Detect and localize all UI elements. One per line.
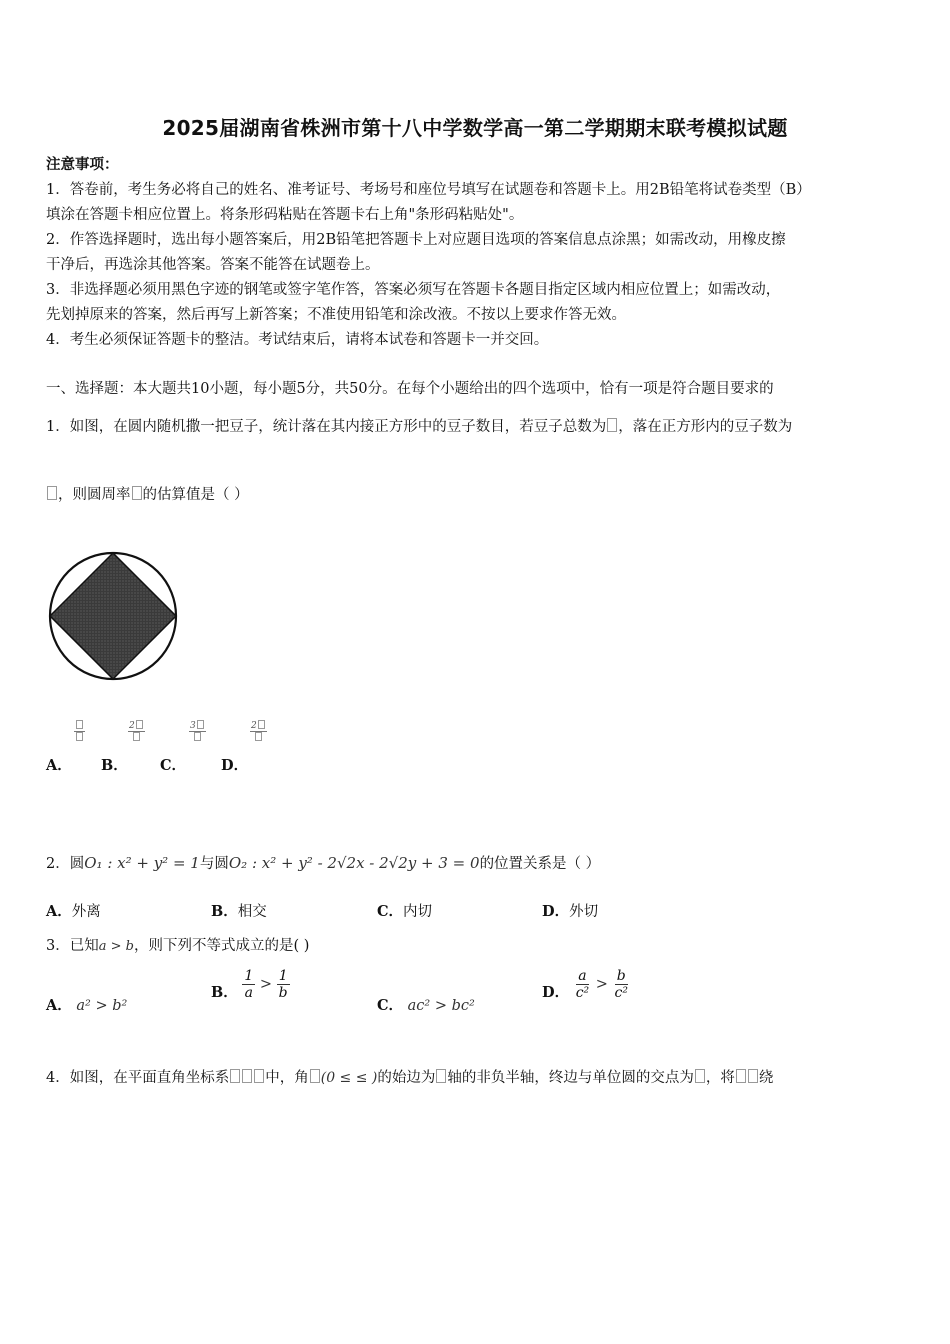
q1-text-d: 的估算值是（ ）	[142, 487, 249, 503]
placeholder-glyph	[607, 418, 617, 432]
fraction: $\frac{b}{\text{c²}}$	[614, 968, 628, 1001]
notice-header: 注意事项：	[46, 156, 119, 173]
q1-option-c-fraction: 3	[189, 732, 206, 755]
placeholder-glyph	[133, 732, 140, 741]
placeholder-glyph	[258, 720, 265, 729]
q2-option-a[interactable]: A．外离	[46, 903, 101, 920]
q1-text-b: ，落在正方形内的豆子数为	[618, 419, 793, 435]
q4-angle-range: (0 ≤ ≤ )	[320, 1070, 378, 1086]
placeholder-glyph	[254, 1069, 264, 1083]
q2-circle-1-equation: O₁ : x² + y² = 1	[84, 854, 200, 872]
placeholder-glyph	[310, 1069, 320, 1083]
fraction: $\frac{1}{b}$	[278, 968, 288, 1001]
q2-suffix: 的位置关系是（ ）	[479, 856, 601, 872]
placeholder-glyph	[748, 1069, 758, 1083]
fraction: $\frac{1}{a}$	[244, 968, 254, 1001]
notice-line: 干净后，再选涂其他答案。答案不能答在试题卷上。	[46, 257, 380, 273]
q3-option-c[interactable]: C． ac² > bc²	[377, 997, 475, 1014]
q4-text-b: 中，角	[265, 1070, 309, 1086]
placeholder-glyph	[255, 732, 262, 741]
q1-option-a[interactable]: A．	[46, 757, 72, 774]
q3-condition: a > b	[98, 939, 134, 954]
placeholder-glyph	[197, 720, 204, 729]
q3-option-d[interactable]: D． $\frac{a}{\text{c²}}$ > $\frac{b}{\text{c²}}$	[542, 968, 628, 1001]
placeholder-glyph	[47, 486, 57, 500]
question-1-line-2	[46, 483, 249, 504]
q2-option-c[interactable]: C．内切	[377, 903, 433, 920]
q4-text-f: 绕	[758, 1070, 774, 1086]
placeholder-glyph	[242, 1069, 252, 1083]
q1-option-b-fraction: 2	[128, 732, 145, 755]
section-heading: 一、选择题：本大题共10小题，每小题5分，共50分。在每个小题给出的四个选项中，恰有一项是符合题目要求的	[46, 381, 774, 397]
placeholder-glyph	[132, 486, 142, 500]
q3-suffix: ，则下列不等式成立的是( )	[133, 938, 310, 954]
q4-text-d: 轴的非负半轴，终边与单位圆的交点为	[447, 1070, 694, 1086]
placeholder-glyph	[76, 732, 83, 741]
q3-prefix: 3．已知	[46, 938, 99, 954]
q2-circle-2-equation: O₂ : x² + y² - 2√2x - 2√2y + 3 = 0	[228, 854, 480, 872]
inscribed-square-diagram	[44, 538, 182, 688]
q3-option-b[interactable]: B． $\frac{1}{a}$ > $\frac{1}{b}$	[211, 968, 288, 1001]
question-2	[46, 852, 600, 873]
q2-prefix: 2．圆	[46, 856, 85, 872]
placeholder-glyph	[136, 720, 143, 729]
q3-option-a[interactable]: A． a² > b²	[46, 997, 128, 1014]
placeholder-glyph	[695, 1069, 705, 1083]
question-3	[46, 934, 309, 955]
q1-option-b[interactable]: B．	[101, 757, 128, 774]
q2-option-b[interactable]: B．相交	[211, 903, 267, 920]
q1-text-c: ，则圆周率	[58, 487, 131, 503]
placeholder-glyph	[76, 720, 83, 729]
notice-line: 4．考生必须保证答题卡的整洁。考试结束后，请将本试卷和答题卡一并交回。	[46, 332, 549, 348]
q2-option-d[interactable]: D．外切	[542, 903, 599, 920]
q1-option-c[interactable]: C．	[160, 757, 187, 774]
page-title: 2025届湖南省株洲市第十八中学数学高一第二学期期末联考模拟试题	[162, 116, 788, 140]
q1-option-d-fraction: 2	[250, 732, 267, 755]
placeholder-glyph	[194, 732, 201, 741]
notice-line: 1．答卷前，考生务必将自己的姓名、准考证号、考场号和座位号填写在试题卷和答题卡上。用2B铅笔将试卷类型（B）	[46, 182, 811, 198]
placeholder-glyph	[230, 1069, 240, 1083]
q2-middle: 与圆	[199, 856, 229, 872]
question-4	[46, 1066, 773, 1087]
placeholder-glyph	[436, 1069, 446, 1083]
circle-square-figure	[44, 538, 182, 688]
fraction: $\frac{a}{\text{c²}}$	[575, 968, 590, 1001]
question-1-line-1	[46, 415, 792, 436]
q1-option-d[interactable]: D．	[221, 757, 249, 774]
q4-text-c: 的始边为	[377, 1070, 436, 1086]
placeholder-glyph	[736, 1069, 746, 1083]
notice-line: 填涂在答题卡相应位置上。将条形码粘贴在答题卡右上角"条形码粘贴处"。	[46, 207, 524, 223]
q4-text-a: 4．如图，在平面直角坐标系	[46, 1070, 230, 1086]
q1-option-a-fraction	[74, 732, 85, 755]
q1-text-a: 1．如图，在圆内随机撒一把豆子，统计落在其内接正方形中的豆子数目，若豆子总数为	[46, 419, 607, 435]
notice-line: 2．作答选择题时，选出每小题答案后，用2B铅笔把答题卡上对应题目选项的答案信息点涂黑；如需改动，用橡皮擦	[46, 232, 786, 248]
q4-text-e: ，将	[705, 1070, 735, 1086]
notice-line: 3．非选择题必须用黑色字迹的钢笔或签字笔作答，答案必须写在答题卡各题目指定区域内相应位置上；如需改动，	[46, 282, 781, 298]
notice-line: 先划掉原来的答案，然后再写上新答案；不准使用铅笔和涂改液。不按以上要求作答无效。	[46, 307, 626, 323]
